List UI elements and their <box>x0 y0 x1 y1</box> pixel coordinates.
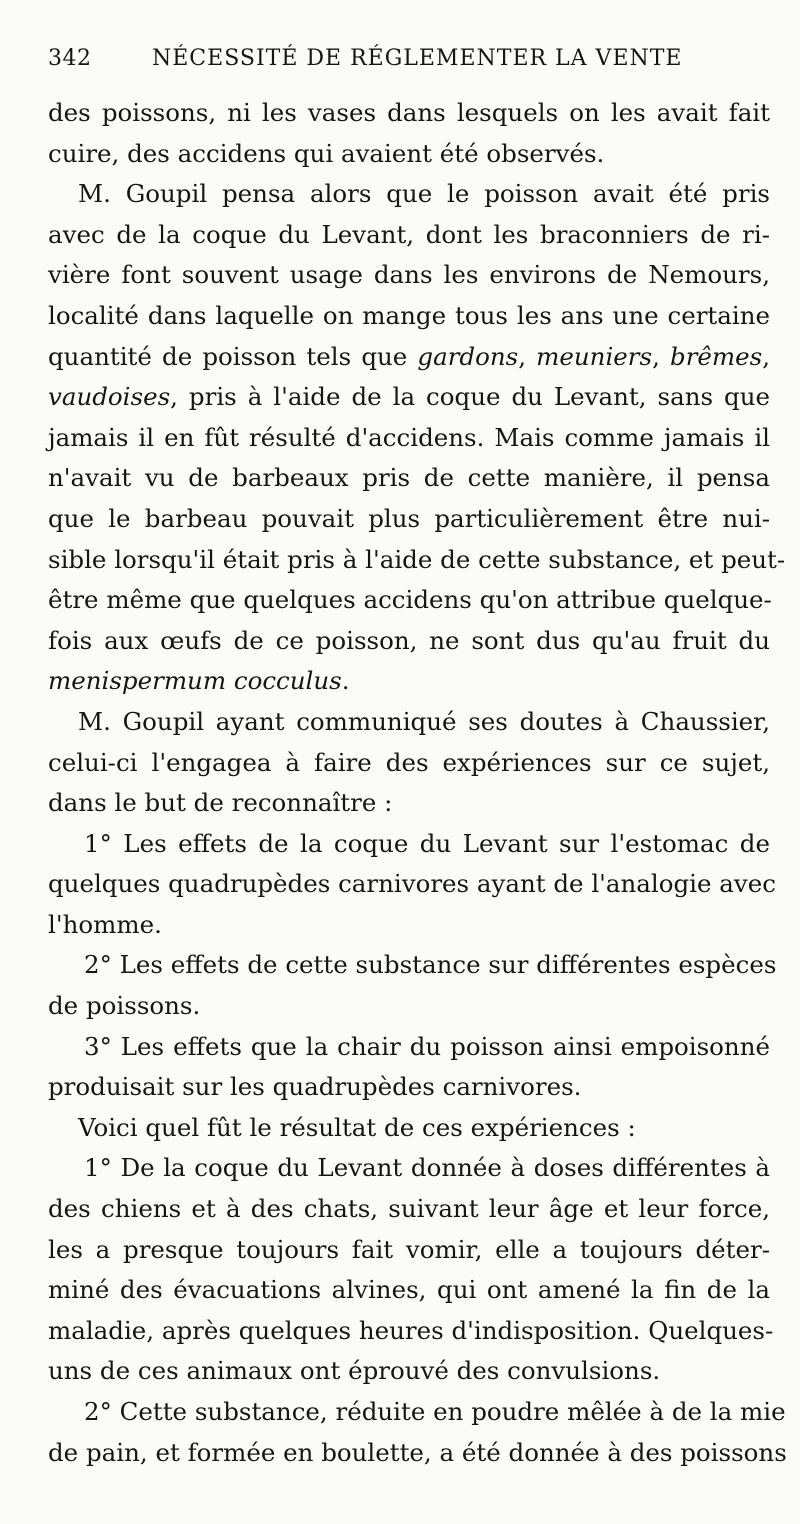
text-line: 1° De la coque du Levant donnée à doses différentes à <box>84 1153 770 1183</box>
text-line: 2° Les effets de cette substance sur différentes espèces <box>84 950 777 980</box>
text-line: sible lorsqu'il était pris à l'aide de cette substance, et peut- <box>48 544 786 574</box>
text-line <box>48 377 770 418</box>
body-text <box>48 93 787 1473</box>
text-line <box>48 661 770 702</box>
text-line: 1° Les effets de la coque du Levant sur l'estomac de <box>84 828 770 858</box>
italic-term: meuniers <box>536 341 653 371</box>
text-line: 2° Cette substance, réduite en poudre mêlée à de la mie <box>84 1397 786 1426</box>
italic-term: gardons <box>417 341 519 371</box>
text-line: miné des évacuations alvines, qui ont amené la fin de la <box>48 1275 770 1305</box>
text-segment: , <box>518 341 537 371</box>
text-line: fois aux œufs de ce poisson, ne sont dus qu'au fruit du <box>48 625 770 655</box>
italic-term: menispermum cocculus <box>48 666 342 696</box>
text-segment: . <box>341 666 350 696</box>
text-line: 3° Les effets que la chair du poisson ainsi empoisonné <box>84 1031 770 1061</box>
page-number: 342 <box>48 46 92 71</box>
running-title: NÉCESSITÉ DE RÉGLEMENTER LA VENTE <box>152 46 683 71</box>
text-line: de poissons. <box>48 991 201 1021</box>
text-line: n'avait vu de barbeaux pris de cette manière, il pensa <box>48 463 770 493</box>
text-segment: , pris à l'aide de la coque du Levant, sans que <box>170 382 770 412</box>
text-line: avec de la coque du Levant, dont les braconniers de ri- <box>48 219 770 249</box>
text-segment: , <box>652 341 671 371</box>
text-line: jamais il en fût résulté d'accidens. Mais comme jamais il <box>48 422 770 452</box>
text-line: quelques quadrupèdes carnivores ayant de l'analogie avec <box>48 869 776 899</box>
page-header <box>38 40 768 80</box>
text-line: celui-ci l'engagea à faire des expériences sur ce sujet, <box>48 747 770 777</box>
text-line: cuire, des accidens qui avaient été observés. <box>48 138 605 168</box>
text-line: vière font souvent usage dans les environs de Nemours, <box>48 260 770 290</box>
text-line: M. Goupil ayant communiqué ses doutes à Chaussier, <box>78 706 770 736</box>
text-line: de pain, et formée en boulette, a été donnée à des poissons <box>48 1437 787 1467</box>
text-line: Voici quel fût le résultat de ces expériences : <box>78 1112 636 1142</box>
text-line: être même que quelques accidens qu'on attribue quelque- <box>48 585 772 615</box>
text-segment: , <box>762 341 771 371</box>
text-line: des chiens et à des chats, suivant leur âge et leur force, <box>48 1194 770 1224</box>
text-line: les a presque toujours fait vomir, elle a toujours déter- <box>48 1234 770 1264</box>
text-line: localité dans laquelle on mange tous les ans une certaine <box>48 300 770 330</box>
text-line: des poissons, ni les vases dans lesquels on les avait fait <box>48 98 770 127</box>
text-line <box>48 337 770 378</box>
italic-term: brêmes <box>670 341 763 371</box>
text-line: maladie, après quelques heures d'indisposition. Quelques- <box>48 1315 774 1345</box>
text-segment: quantité de poisson tels que <box>48 341 418 371</box>
text-line: que le barbeau pouvait plus particulièrement être nui- <box>48 503 770 533</box>
text-line: M. Goupil pensa alors que le poisson avait été pris <box>78 179 770 209</box>
text-line: l'homme. <box>48 909 162 939</box>
text-line: dans le but de reconnaître : <box>48 788 393 818</box>
text-line: produisait sur les quadrupèdes carnivores. <box>48 1072 582 1102</box>
text-line: uns de ces animaux ont éprouvé des convulsions. <box>48 1356 661 1386</box>
italic-term: vaudoises <box>48 382 171 412</box>
